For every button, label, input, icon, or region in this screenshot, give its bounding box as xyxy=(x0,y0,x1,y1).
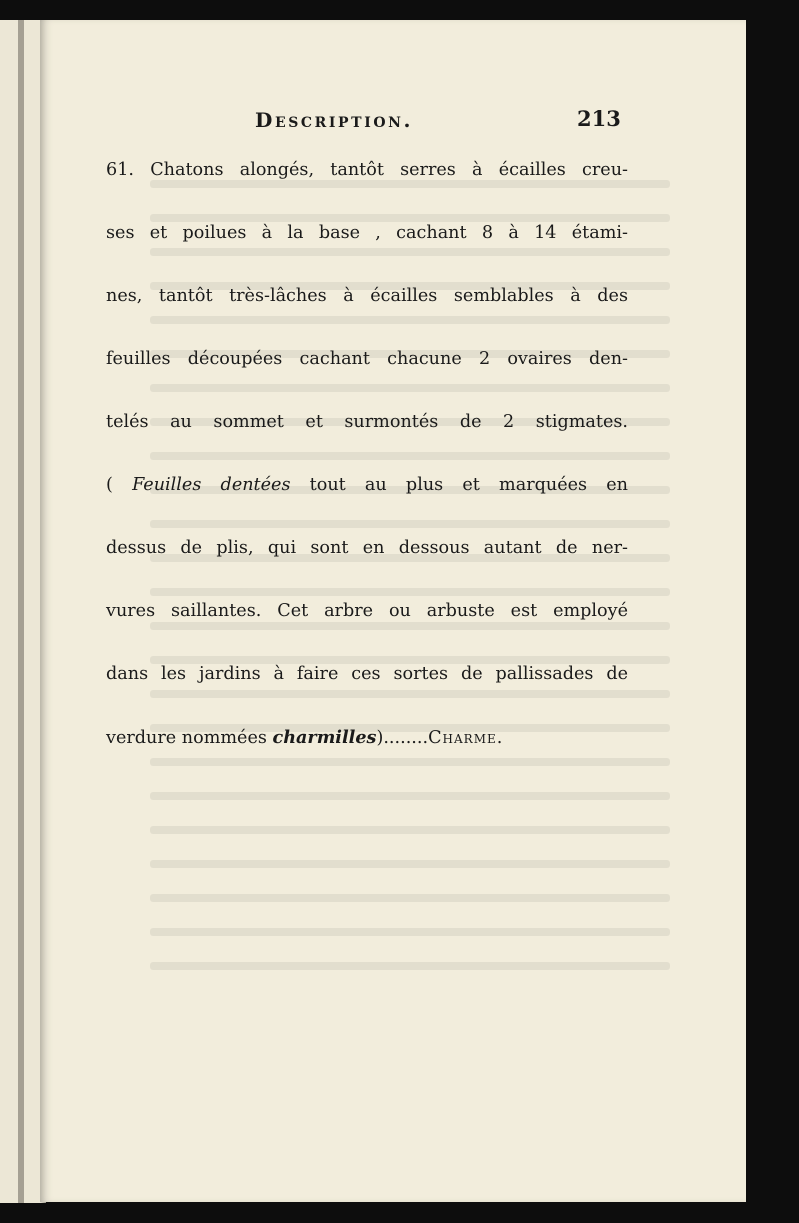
line-start: verdure nommées xyxy=(106,728,273,748)
line-rest: tout au plus et marquées en xyxy=(290,475,628,495)
book-page xyxy=(40,20,746,1202)
text-line: feuilles découpées cachant chacune 2 ovaires den- xyxy=(106,349,628,369)
italic-term: charmilles xyxy=(272,727,377,748)
page-header xyxy=(40,108,746,140)
running-title: Description. xyxy=(255,108,414,132)
open-paren: ( xyxy=(106,475,133,495)
text-line xyxy=(106,727,628,790)
text-line: dessus de plis, qui sont en dessous autant de ner- xyxy=(106,538,628,558)
botanical-entry xyxy=(106,160,628,790)
text-line: dans les jardins à faire ces sortes de pallissades de xyxy=(106,664,628,684)
text-line: nes, tantôt très-lâches à écailles semblables à des xyxy=(106,286,628,306)
leader-dots: )........ xyxy=(376,728,429,748)
italic-term: Feuilles dentées xyxy=(132,475,291,495)
text-line: vures saillantes. Cet arbre ou arbuste est employé xyxy=(106,601,628,621)
text-line: telés au sommet et surmontés de 2 stigmates. xyxy=(106,412,628,432)
page-number: 213 xyxy=(577,106,621,131)
genus-name: Charme. xyxy=(428,728,504,748)
text-line: 61. Chatons alongés, tantôt serres à écailles creu- xyxy=(106,160,628,180)
text-line: ses et poilues à la base , cachant 8 à 14 étami- xyxy=(106,223,628,243)
text-line xyxy=(106,475,628,538)
page-fold xyxy=(18,20,24,1203)
